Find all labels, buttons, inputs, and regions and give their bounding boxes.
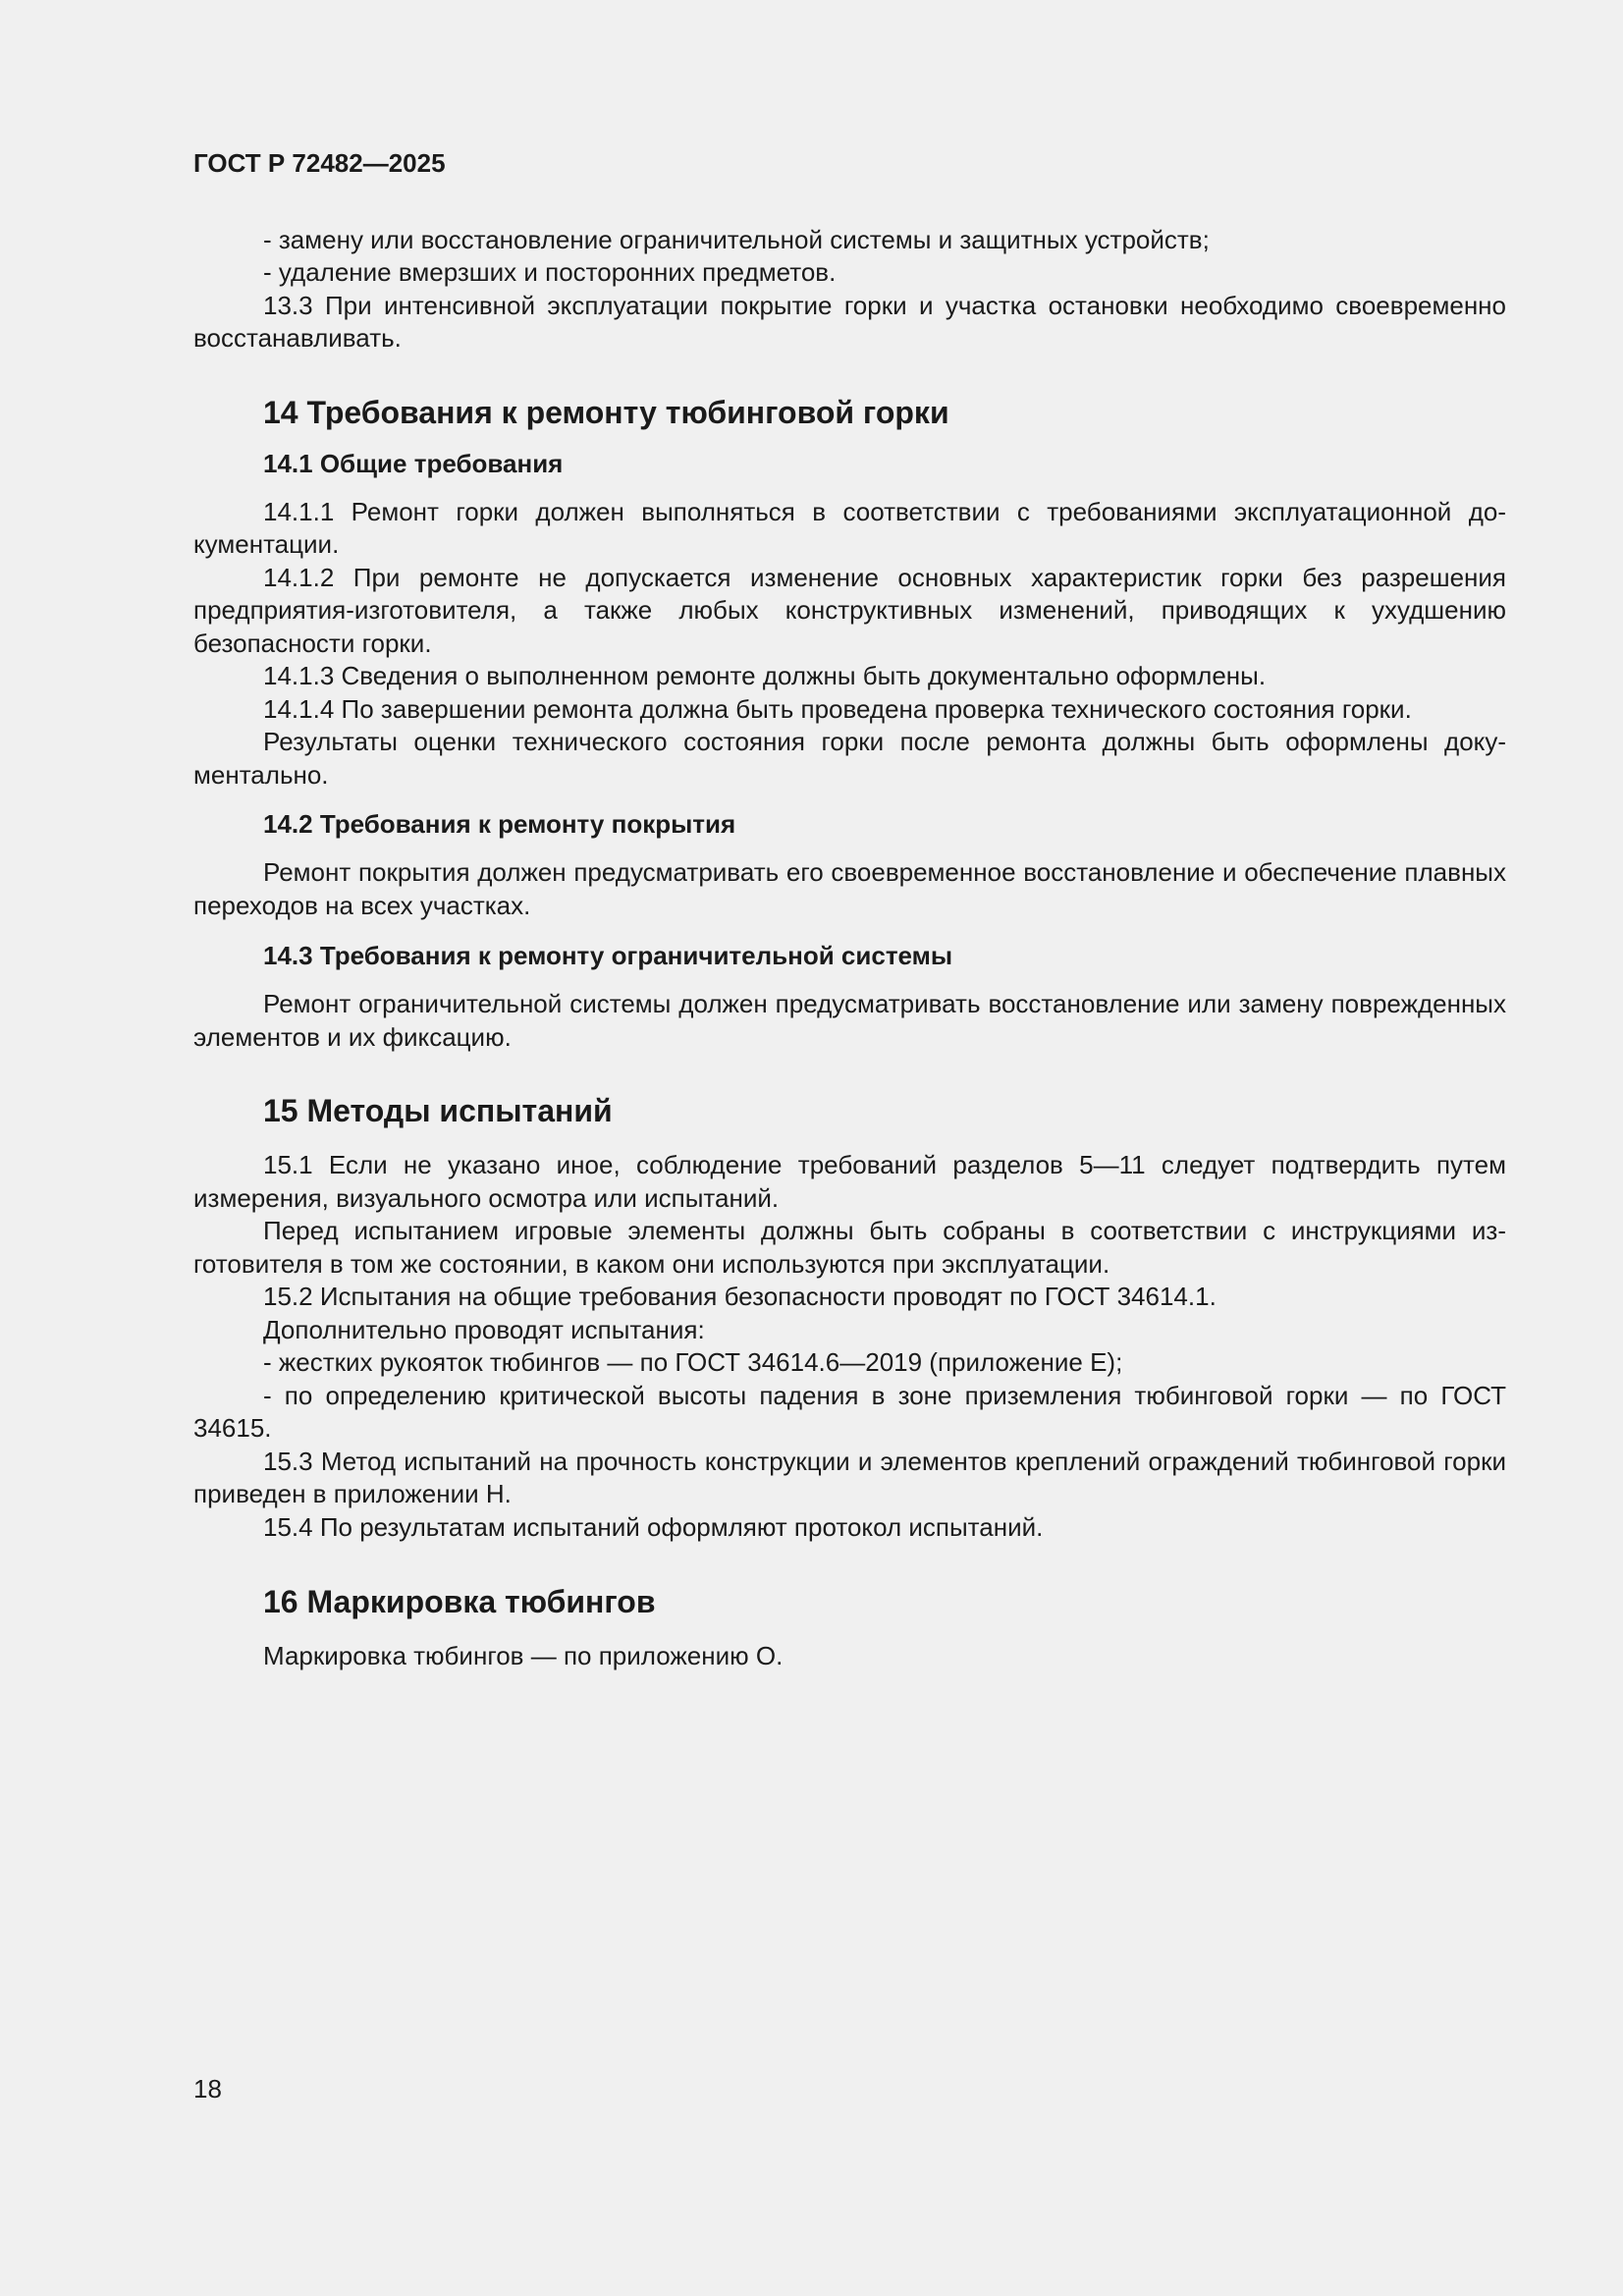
paragraph: 15.2 Испытания на общие требования безопасности проводят по ГОСТ 34614.1. bbox=[263, 1282, 1217, 1311]
paragraph: - жестких рукояток тюбингов — по ГОСТ 34614.6—2019 (приложение Е); bbox=[263, 1347, 1123, 1377]
paragraph: 15.1 Если не указано иное, соблюдение требований разделов 5—11 следует подтвердить путем измерения, визуального осмотра или испытаний. bbox=[193, 1150, 1506, 1213]
paragraph: Ремонт покрытия должен предусматривать его своевременное восстановление и обеспечение плавных переходов на всех участках. bbox=[193, 857, 1506, 920]
paragraph: 14.1.2 При ремонте не допускается изменение основных характеристик горки без разрешения предприятия-изготовителя, а также любых конструктивных изменений, приводящих к ухудшению безопасности горки. bbox=[193, 562, 1506, 658]
document-header: ГОСТ Р 72482—2025 bbox=[193, 148, 446, 178]
paragraph: Маркировка тюбингов — по приложению О. bbox=[263, 1641, 784, 1670]
section-heading-15: 15 Методы испытаний bbox=[263, 1093, 613, 1128]
paragraph: Перед испытанием игровые элементы должны быть собраны в соответствии с инструкциями изготовителя в том же состоянии, в каком они используются при эксплуатации. bbox=[193, 1216, 1506, 1279]
paragraph: Результаты оценки технического состояния горки после ремонта должны быть оформлены документально. bbox=[193, 727, 1506, 790]
paragraph: 13.3 При интенсивной эксплуатации покрытие горки и участка остановки необходимо своевременно восстанавливать. bbox=[193, 290, 1506, 353]
paragraph: 14.1.3 Сведения о выполненном ремонте должны быть документально оформлены. bbox=[263, 661, 1267, 690]
paragraph: - по определению критической высоты падения в зоне приземления тюбинговой горки — по ГОСТ 34615. bbox=[193, 1380, 1506, 1443]
subsection-heading-14-3: 14.3 Требования к ремонту ограничительной системы bbox=[263, 941, 953, 970]
page-number: 18 bbox=[193, 2074, 222, 2104]
paragraph: Ремонт ограничительной системы должен предусматривать восстановление или замену поврежденных элементов и их фиксацию. bbox=[193, 989, 1506, 1052]
paragraph: 15.4 По результатам испытаний оформляют протокол испытаний. bbox=[263, 1511, 1044, 1542]
paragraph: - замену или восстановление ограничительной системы и защитных устройств; bbox=[263, 224, 1210, 254]
paragraph: 14.1.1 Ремонт горки должен выполняться в соответствии с требованиями эксплуатационной документации. bbox=[193, 496, 1506, 559]
subsection-heading-14-2: 14.2 Требования к ремонту покрытия bbox=[263, 809, 736, 839]
subsection-heading-14-1: 14.1 Общие требования bbox=[263, 448, 564, 478]
section-heading-16: 16 Маркировка тюбингов bbox=[263, 1584, 656, 1619]
paragraph: - удаление вмерзших и посторонних предметов. bbox=[263, 257, 837, 287]
paragraph: 15.3 Метод испытаний на прочность конструкции и элементов креплений ограждений тюбинговой горки приведен в приложении Н. bbox=[193, 1446, 1506, 1508]
paragraph: Дополнительно проводят испытания: bbox=[263, 1314, 705, 1344]
paragraph: 14.1.4 По завершении ремонта должна быть проведена проверка технического состояния горки. bbox=[263, 693, 1412, 724]
section-heading-14: 14 Требования к ремонту тюбинговой горки bbox=[263, 394, 949, 430]
page-content bbox=[193, 147, 1506, 1673]
